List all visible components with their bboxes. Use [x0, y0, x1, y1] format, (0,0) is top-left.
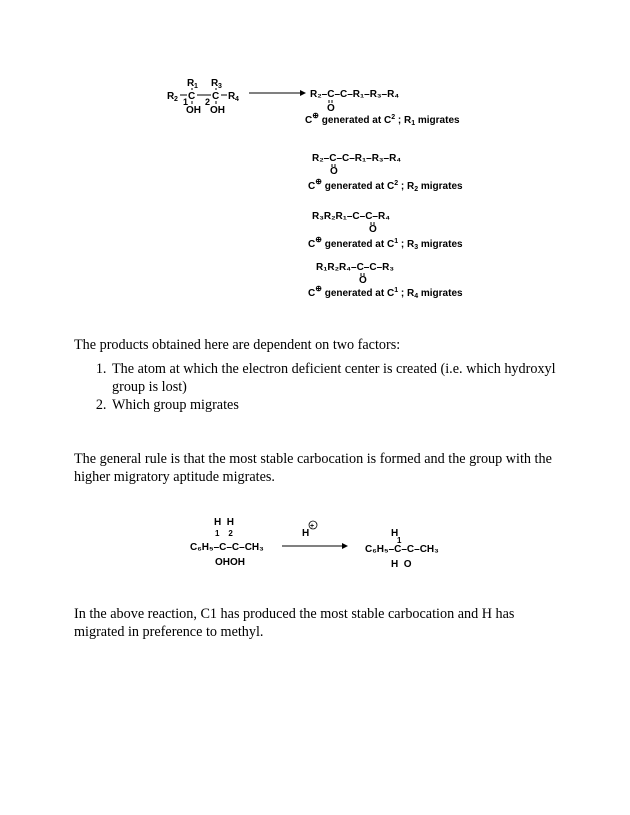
example-product — [365, 528, 439, 570]
product-caption: C⊕ generated at $C^1$ ; $R_3$ migrates — [308, 235, 463, 251]
c1-atom: C — [188, 91, 196, 102]
product-oxygen: O — [327, 103, 335, 114]
rule-paragraph: The general rule is that the most stable carbocation is formed and the group with the higher migratory aptitude migrates. — [74, 451, 552, 485]
reactant-formula: C₆H₅–C–C–CH₃ — [190, 542, 264, 553]
product-chain: R₂–C–C–R₁–R₃–R₄ — [312, 153, 402, 164]
r3-label: R — [211, 78, 219, 89]
product-chain: R₁R₂R₄–C–C–R₃ — [316, 262, 394, 273]
oh2-label: OH — [210, 105, 225, 116]
product-2 — [308, 153, 463, 193]
reactant-diol — [167, 78, 239, 116]
c2-number: 2 — [205, 97, 211, 107]
r2-subscript: 2 — [174, 96, 178, 103]
product-chain: R₂–C–C–R₁–R₃–R₄ — [310, 89, 400, 100]
r2-label: R — [167, 91, 175, 102]
product-number: 1 — [397, 536, 402, 545]
factors-list — [74, 360, 580, 414]
product-formula: C₆H₅–C–C–CH₃ — [365, 544, 439, 555]
product-3 — [308, 211, 463, 251]
product-bottom: H O — [391, 559, 412, 570]
factor-item: 2. Which group migrates — [110, 396, 580, 414]
r3-subscript: 3 — [218, 83, 222, 90]
product-hydrogen: H — [391, 528, 399, 539]
product-chain: R₃R₂R₁–C–C–R₄ — [312, 211, 390, 222]
acid-reagent: H — [302, 528, 310, 539]
product-oxygen: O — [330, 166, 338, 177]
factor-item: 1. The atom at which the electron deficient center is created (i.e. which hydroxyl group is lost) — [110, 360, 580, 396]
intro-paragraph: The products obtained here are dependent on two factors: — [74, 337, 401, 353]
reactant-hydrogens: H H — [214, 517, 234, 528]
product-caption: C⊕ generated at $C^1$ ; $R_4$ migrates — [308, 284, 463, 300]
reaction-arrow-1 — [249, 90, 306, 96]
example-reaction-scheme — [0, 510, 630, 580]
pinacol-general-scheme — [0, 0, 630, 320]
r1-label: R — [187, 78, 195, 89]
oh1-label: OH — [186, 105, 201, 116]
reactant-hydroxyls: OHOH — [215, 557, 245, 568]
r1-subscript: 1 — [194, 83, 198, 90]
product-1 — [305, 89, 460, 127]
product-4 — [308, 262, 463, 300]
product-caption: C⊕ generated at $C^2$ ; $R_1$ migrates — [305, 111, 460, 127]
r4-label: R — [228, 91, 236, 102]
example-reactant — [190, 517, 264, 568]
reactant-numbers: 1 2 — [215, 529, 233, 538]
r4-subscript: 4 — [235, 96, 239, 103]
product-oxygen: O — [369, 224, 377, 235]
product-oxygen: O — [359, 275, 367, 286]
c1-number: 1 — [183, 97, 189, 107]
svg-text:+: + — [310, 523, 315, 530]
reaction-arrow-2 — [282, 521, 348, 549]
c2-atom: C — [212, 91, 220, 102]
product-caption: C⊕ generated at $C^2$ ; $R_2$ migrates — [308, 177, 463, 193]
conclusion-paragraph: In the above reaction, C1 has produced the most stable carbocation and H has migrated in preference to methyl. — [74, 606, 515, 640]
